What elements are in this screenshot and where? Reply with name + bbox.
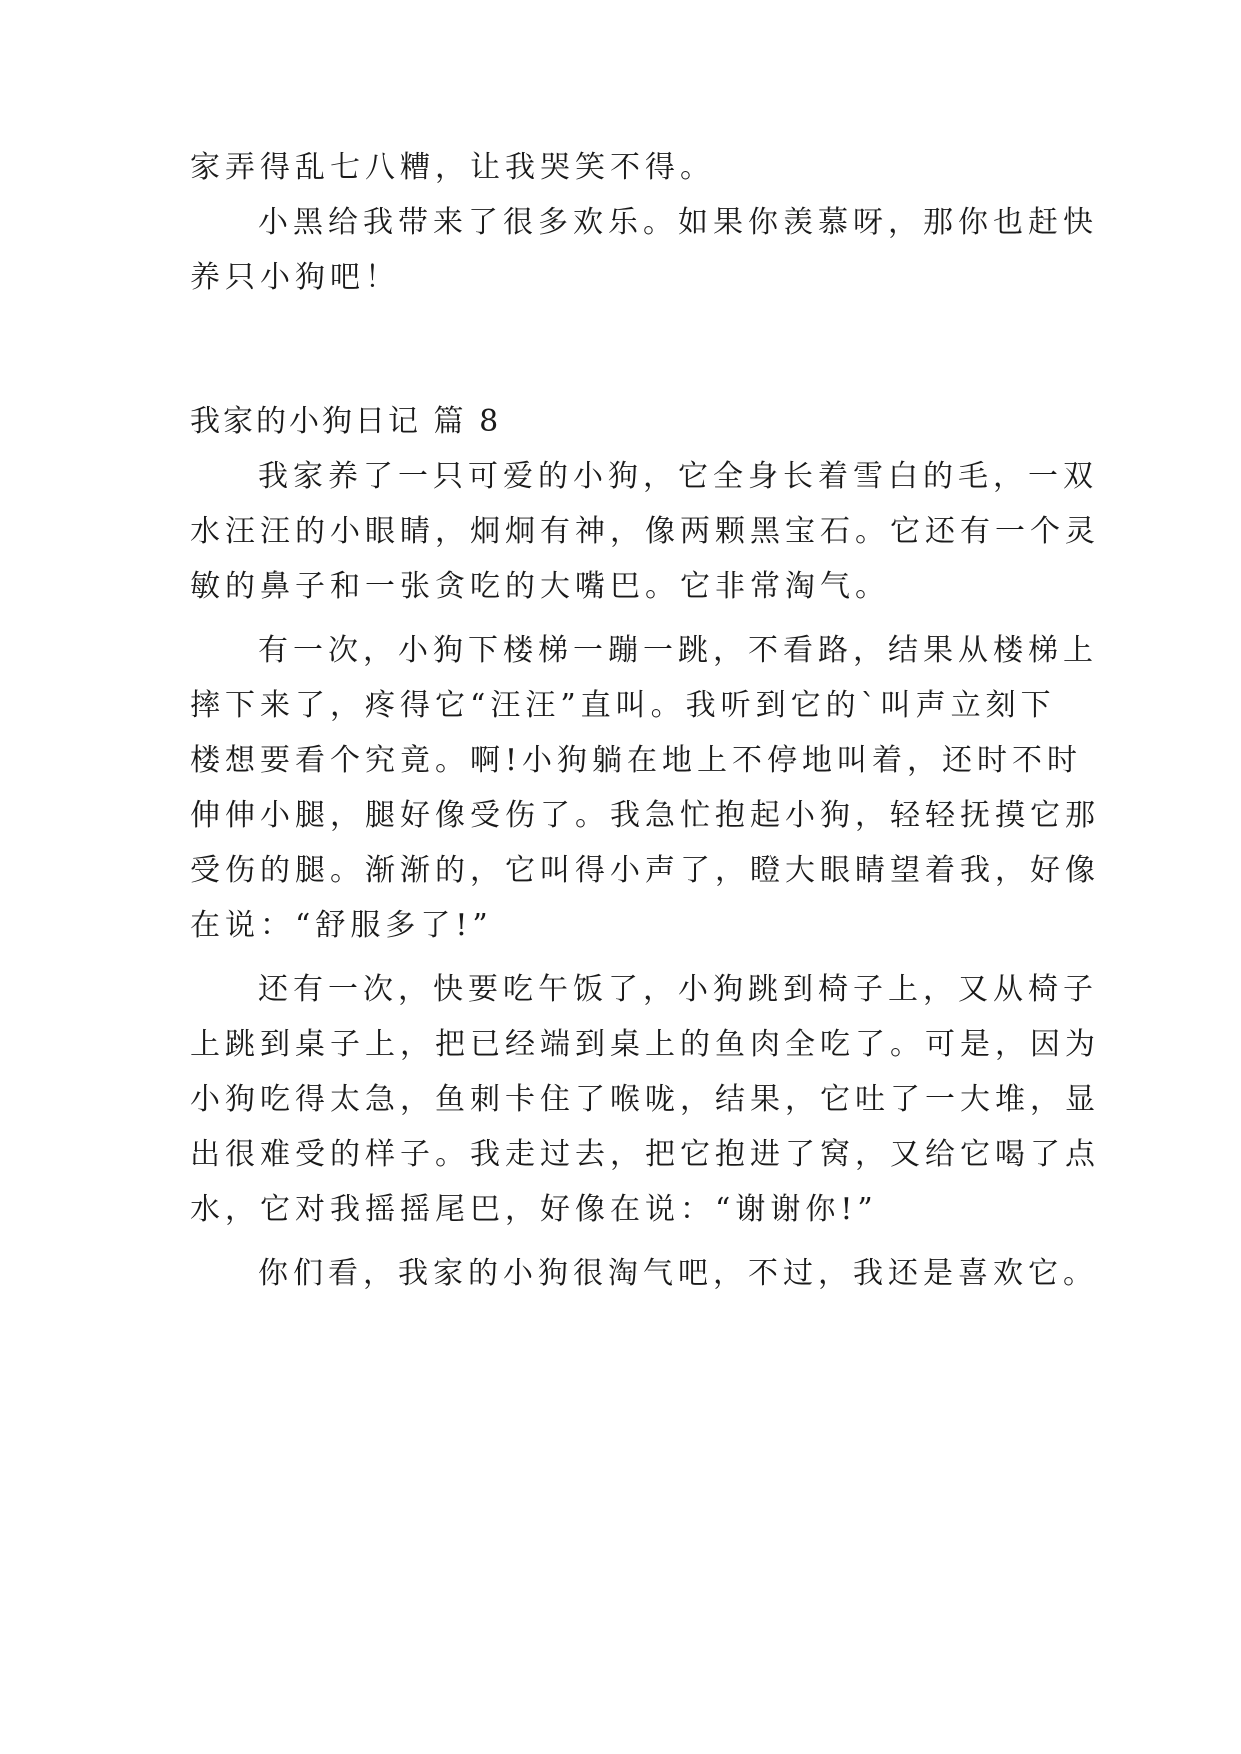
paragraph-line: 摔下来了，疼得它“汪汪”直叫。我听到它的`叫声立刻下 [190,688,1056,723]
paragraph-line: 水汪汪的小眼睛，炯炯有神，像两颗黑宝石。它还有一个灵 [190,514,1100,549]
paragraph-line: 楼想要看个究竟。啊!小狗躺在地上不停地叫着，还时不时 [190,743,1083,778]
paragraph-line: 我家养了一只可爱的小狗，它全身长着雪白的毛，一双 [258,459,1098,494]
paragraph-line: 伸伸小腿，腿好像受伤了。我急忙抱起小狗，轻轻抚摸它那 [190,798,1100,833]
paragraph-line: 出很难受的样子。我走过去，把它抱进了窝，又给它喝了点 [190,1137,1100,1172]
section-title: 我家的小狗日记 篇 8 [190,404,502,439]
paragraph-line: 有一次，小狗下楼梯一蹦一跳，不看路，结果从楼梯上 [258,633,1098,668]
paragraph-line: 上跳到桌子上，把已经端到桌上的鱼肉全吃了。可是，因为 [190,1027,1100,1062]
paragraph-line: 水，它对我摇摇尾巴，好像在说：“谢谢你!” [190,1192,878,1227]
paragraph-line: 养只小狗吧！ [190,260,400,295]
paragraph-line: 你们看，我家的小狗很淘气吧，不过，我还是喜欢它。 [258,1256,1098,1291]
paragraph-line: 受伤的腿。渐渐的，它叫得小声了，瞪大眼睛望着我，好像 [190,853,1100,888]
paragraph-line: 小狗吃得太急，鱼刺卡住了喉咙，结果，它吐了一大堆，显 [190,1082,1100,1117]
paragraph-line: 敏的鼻子和一张贪吃的大嘴巴。它非常淘气。 [190,569,890,604]
paragraph-line: 家弄得乱七八糟，让我哭笑不得。 [190,150,715,185]
paragraph-line: 还有一次，快要吃午饭了，小狗跳到椅子上，又从椅子 [258,972,1098,1007]
paragraph-line: 小黑给我带来了很多欢乐。如果你羡慕呀，那你也赶快 [258,205,1098,240]
paragraph-line: 在说：“舒服多了!” [190,908,493,943]
